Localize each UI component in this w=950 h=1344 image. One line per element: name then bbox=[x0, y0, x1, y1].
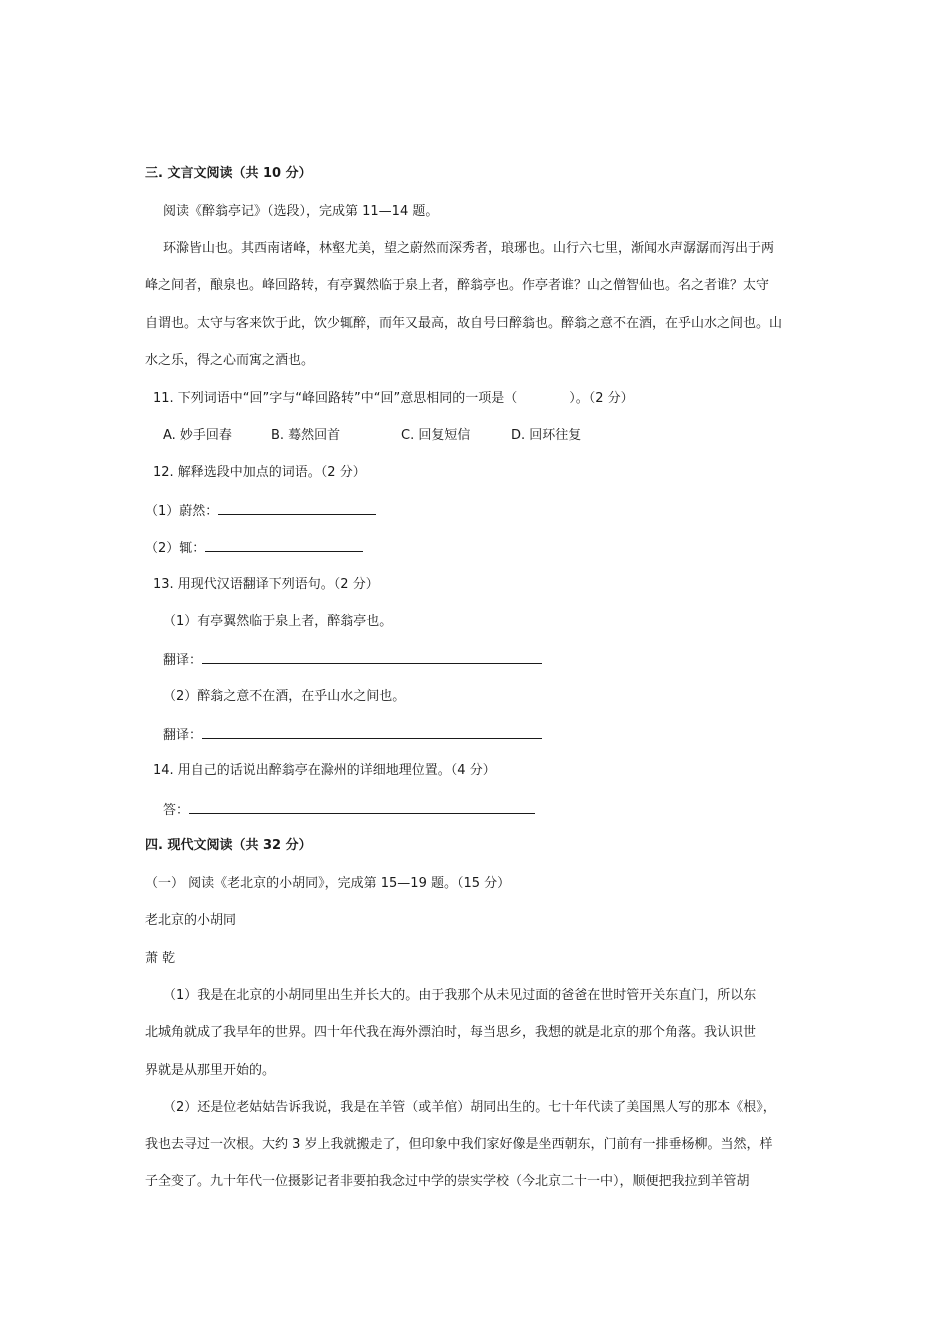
para2-line-3: 子全变了。九十年代一位摄影记者非要拍我念过中学的崇实学校（今北京二十一中），顺便把我拉到羊管胡 bbox=[145, 1174, 750, 1189]
answer-label-14: 答： bbox=[163, 803, 190, 818]
answer-row-14 bbox=[163, 800, 535, 820]
option-b[interactable]: B. 蓦然回首 bbox=[271, 428, 341, 443]
question-11-options bbox=[163, 427, 581, 445]
section4-heading: 四. 现代文阅读（共 32 分） bbox=[145, 838, 312, 853]
question-13-sentence-2: （2）醉翁之意不在酒，在乎山水之间也。 bbox=[163, 689, 406, 704]
translate-label-2: 翻译： bbox=[163, 728, 203, 743]
question-12-item-1 bbox=[145, 501, 376, 521]
question-13: 13. 用现代汉语翻译下列语句。（2 分） bbox=[153, 577, 379, 592]
section4-intro: （一） 阅读《老北京的小胡同》，完成第 15—19 题。（15 分） bbox=[145, 876, 511, 891]
question-11: 11. 下列词语中“回”字与“峰回路转”中“回”意思相同的一项是（ ）。（2 分） bbox=[153, 391, 634, 406]
question-12-item-1-label: （1）蔚然： bbox=[145, 504, 219, 519]
question-12-item-2 bbox=[145, 538, 363, 558]
para1-line-1: （1）我是在北京的小胡同里出生并长大的。由于我那个从未见过面的爸爸在世时管开关东直门，所以东 bbox=[163, 988, 757, 1003]
translate-blank-2[interactable] bbox=[202, 725, 542, 739]
translate-blank-1[interactable] bbox=[202, 650, 542, 664]
question-12-item-2-label: （2）辄： bbox=[145, 541, 206, 556]
question-12: 12. 解释选段中加点的词语。（2 分） bbox=[153, 465, 366, 480]
section3-heading: 三. 文言文阅读（共 10 分） bbox=[145, 166, 312, 181]
question-14: 14. 用自己的话说出醉翁亭在滁州的详细地理位置。（4 分） bbox=[153, 763, 496, 778]
passage-line-3: 自谓也。太守与客来饮于此，饮少辄醉，而年又最高，故自号曰醉翁也。醉翁之意不在酒，在乎山水之间也。山 bbox=[145, 316, 783, 331]
article-title: 老北京的小胡同 bbox=[145, 913, 237, 928]
answer-blank-14[interactable] bbox=[189, 800, 535, 814]
option-a[interactable]: A. 妙手回春 bbox=[163, 428, 232, 443]
para2-line-2: 我也去寻过一次根。大约 3 岁上我就搬走了，但印象中我们家好像是坐西朝东，门前有一排垂杨柳。当然，样 bbox=[145, 1137, 773, 1152]
article-author: 萧 乾 bbox=[145, 951, 176, 966]
passage-line-1: 环滁皆山也。其西南诸峰，林壑尤美，望之蔚然而深秀者，琅琊也。山行六七里，渐闻水声潺潺而泻出于两 bbox=[163, 241, 775, 256]
translate-row-2 bbox=[163, 725, 542, 745]
option-d[interactable]: D. 回环往复 bbox=[511, 428, 582, 443]
translate-label-1: 翻译： bbox=[163, 653, 203, 668]
para1-line-3: 界就是从那里开始的。 bbox=[145, 1063, 276, 1078]
passage-line-4: 水之乐，得之心而寓之酒也。 bbox=[145, 353, 315, 368]
question-13-sentence-1: （1）有亭翼然临于泉上者，醉翁亭也。 bbox=[163, 614, 393, 629]
para2-line-1: （2）还是位老姑姑告诉我说，我是在羊管（或羊倌）胡同出生的。七十年代读了美国黑人写的那本《根》， bbox=[163, 1100, 776, 1115]
answer-blank-2[interactable] bbox=[205, 538, 363, 552]
answer-blank-1[interactable] bbox=[218, 501, 376, 515]
para1-line-2: 北城角就成了我早年的世界。四十年代我在海外漂泊时，每当思乡，我想的就是北京的那个角落。我认识世 bbox=[145, 1025, 757, 1040]
passage-line-2: 峰之间者，酿泉也。峰回路转，有亭翼然临于泉上者，醉翁亭也。作亭者谁？山之僧智仙也。名之者谁？太守 bbox=[145, 278, 770, 293]
option-c[interactable]: C. 回复短信 bbox=[401, 428, 471, 443]
translate-row-1 bbox=[163, 650, 542, 670]
section3-intro: 阅读《醉翁亭记》（选段），完成第 11—14 题。 bbox=[163, 204, 439, 219]
